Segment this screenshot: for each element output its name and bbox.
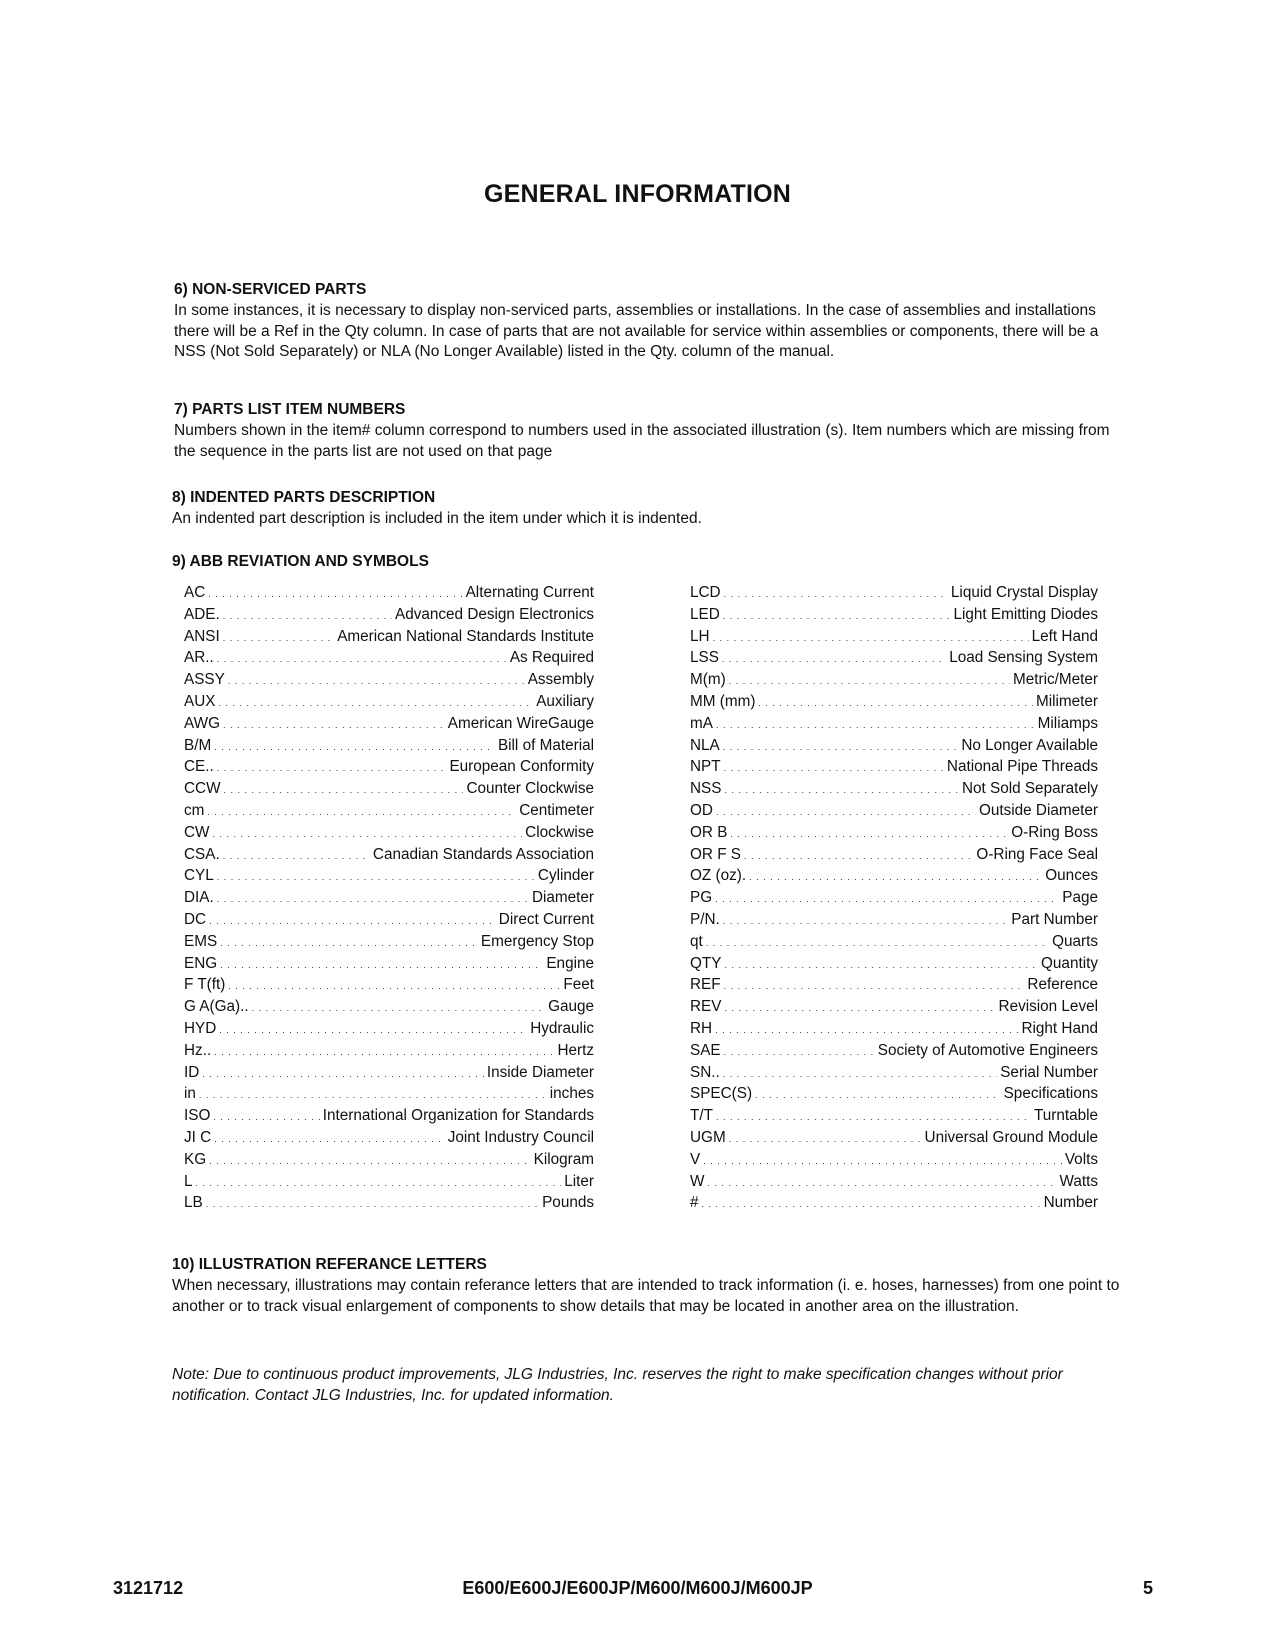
abbreviation: HYD	[184, 1019, 217, 1037]
abbreviation-row	[184, 1173, 594, 1195]
abbreviation-row	[690, 976, 1098, 998]
abbreviation-meaning: Quarts	[1052, 932, 1098, 950]
abbreviation-row	[184, 976, 594, 998]
abbreviation-row	[690, 715, 1098, 737]
abbreviation-row	[690, 1129, 1098, 1151]
abbreviation: ISO	[184, 1107, 211, 1125]
abbreviation-meaning: Not Sold Separately	[961, 780, 1098, 798]
dot-leader	[722, 654, 946, 664]
abbreviation: OD	[690, 801, 713, 819]
dot-leader	[196, 1178, 562, 1188]
abbreviation: F T(ft)	[184, 976, 226, 994]
abbreviation: Hz..	[184, 1041, 212, 1059]
dot-leader	[724, 763, 944, 773]
dot-leader	[724, 1047, 875, 1057]
abbreviation-row	[690, 955, 1098, 977]
abbreviation-list-right	[690, 584, 1098, 1216]
dot-leader	[209, 916, 496, 926]
abbreviation-row	[690, 1194, 1098, 1216]
abbreviation: DIA.	[184, 889, 214, 907]
dot-leader	[755, 1090, 1001, 1100]
abbreviation-row	[184, 758, 594, 780]
abbreviation: M(m)	[690, 671, 726, 689]
abbreviation-row	[690, 824, 1098, 846]
dot-leader	[758, 698, 1033, 708]
abbreviation: RH	[690, 1019, 713, 1037]
abbreviation-meaning: Inside Diameter	[486, 1063, 594, 1081]
footer-document-number: 3121712	[113, 1578, 184, 1598]
abbreviation-row	[184, 584, 594, 606]
dot-leader	[206, 1199, 539, 1209]
abbreviation: REF	[690, 976, 721, 994]
abbreviation-row	[690, 867, 1098, 889]
dot-leader	[220, 938, 478, 948]
abbreviation: CW	[184, 823, 210, 841]
abbreviation-row	[690, 628, 1098, 650]
dot-leader	[224, 785, 464, 795]
abbreviation: P/N.	[690, 910, 720, 928]
abbreviation-row	[690, 693, 1098, 715]
abbreviation: NSS	[690, 780, 722, 798]
abbreviation-row	[690, 889, 1098, 911]
dot-leader	[713, 633, 1029, 643]
abbreviation-meaning: Kilogram	[533, 1150, 594, 1168]
abbreviation: B/M	[184, 736, 212, 754]
abbreviation: LCD	[690, 584, 721, 601]
abbreviation-meaning: Load Sensing System	[949, 649, 1098, 667]
dot-leader	[228, 676, 525, 686]
abbreviation: QTY	[690, 954, 722, 972]
section-body: When necessary, illustrations may contain referance letters that are intended to track information (i. e. hoses, harnesses) from one point to another or to track visual enlargement of components to show details that may be located in another area on the illustration.	[172, 1276, 1120, 1315]
abbreviation-row	[690, 1107, 1098, 1129]
section-non-serviced-parts	[174, 280, 1134, 363]
note	[172, 1365, 1132, 1407]
section-body: An indented part description is included in the item under which it is indented.	[172, 509, 702, 527]
abbreviation-meaning: Page	[1062, 889, 1098, 907]
abbreviation: PG	[690, 889, 713, 907]
abbreviation-list-left	[184, 584, 594, 1216]
abbreviation-meaning: Joint Industry Council	[447, 1128, 594, 1146]
abbreviation-meaning: Bill of Material	[497, 736, 594, 754]
abbreviation: CCW	[184, 780, 221, 798]
abbreviation: EMS	[184, 932, 218, 950]
abbreviation: SPEC(S)	[690, 1085, 753, 1103]
abbreviation-meaning: Reference	[1027, 976, 1098, 994]
dot-leader	[707, 1178, 1056, 1188]
abbreviation-meaning: Ounces	[1045, 867, 1098, 885]
abbreviation-row	[184, 911, 594, 933]
abbreviation-meaning: Number	[1043, 1194, 1098, 1212]
abbreviation-row	[184, 1107, 594, 1129]
abbreviation-row	[184, 693, 594, 715]
dot-leader	[218, 698, 533, 708]
abbreviation-row	[184, 955, 594, 977]
abbreviation-row	[184, 1042, 594, 1064]
abbreviation-meaning: Assembly	[527, 671, 594, 689]
abbreviation-row	[690, 780, 1098, 802]
abbreviation-row	[690, 1064, 1098, 1086]
abbreviation-row	[690, 802, 1098, 824]
dot-leader	[729, 676, 1010, 686]
abbreviation-meaning: Gauge	[548, 998, 594, 1016]
abbreviation-meaning: Left Hand	[1031, 627, 1098, 645]
abbreviation: CSA.	[184, 845, 220, 863]
abbreviation-row	[690, 1173, 1098, 1195]
dot-leader	[202, 1069, 484, 1079]
dot-leader	[749, 872, 1042, 882]
abbreviation: V	[690, 1150, 701, 1168]
abbreviation-row	[184, 606, 594, 628]
abbreviation-row	[690, 649, 1098, 671]
abbreviation-meaning: Advanced Design Electronics	[395, 605, 594, 623]
dot-leader	[703, 1156, 1062, 1166]
section-indented-parts-description	[172, 488, 1132, 530]
section-parts-list-item-numbers	[174, 400, 1134, 462]
dot-leader	[217, 894, 529, 904]
abbreviation: LED	[690, 605, 720, 623]
abbreviation-meaning: National Pipe Threads	[946, 758, 1098, 776]
dot-leader	[207, 807, 516, 817]
abbreviation-row	[184, 824, 594, 846]
abbreviation-meaning: Hertz	[557, 1041, 594, 1059]
abbreviation-meaning: International Organization for Standards	[322, 1107, 594, 1125]
abbreviation-meaning: inches	[549, 1085, 594, 1103]
abbreviation-meaning: Watts	[1059, 1172, 1098, 1190]
abbreviation-meaning: Volts	[1064, 1150, 1098, 1168]
abbreviation-row	[184, 671, 594, 693]
abbreviation: AWG	[184, 714, 220, 732]
abbreviation-meaning: Part Number	[1011, 910, 1098, 928]
abbreviation-row	[184, 1151, 594, 1173]
abbreviation-row	[690, 671, 1098, 693]
abbreviation: W	[690, 1172, 705, 1190]
dot-leader	[223, 851, 370, 861]
abbreviation: NLA	[690, 736, 720, 754]
abbreviation: ASSY	[184, 671, 225, 689]
section-heading: 7) PARTS LIST ITEM NUMBERS	[174, 401, 406, 418]
abbreviation: T/T	[690, 1107, 713, 1125]
dot-leader	[723, 742, 959, 752]
abbreviation-row	[184, 889, 594, 911]
abbreviation-meaning: Cylinder	[537, 867, 594, 885]
abbreviation-meaning: Quantity	[1041, 954, 1098, 972]
abbreviation-meaning: Canadian Standards Association	[372, 845, 594, 863]
abbreviation: LH	[690, 627, 710, 645]
abbreviation-row	[690, 1085, 1098, 1107]
abbreviation-meaning: Direct Current	[498, 910, 594, 928]
abbreviation-row	[184, 628, 594, 650]
abbreviation: ENG	[184, 954, 218, 972]
abbreviation: qt	[690, 932, 703, 950]
dot-leader	[724, 589, 948, 599]
abbreviation-meaning: Universal Ground Module	[924, 1128, 1098, 1146]
dot-leader	[723, 916, 1009, 926]
dot-leader	[217, 763, 447, 773]
dot-leader	[730, 829, 1008, 839]
dot-leader	[744, 851, 973, 861]
abbreviation-row	[184, 802, 594, 824]
dot-leader	[228, 981, 560, 991]
abbreviation-row	[184, 933, 594, 955]
abbreviation: SAE	[690, 1041, 721, 1059]
abbreviation-row	[690, 1151, 1098, 1173]
abbreviation: CE..	[184, 758, 214, 776]
abbreviation-meaning: Feet	[563, 976, 594, 994]
abbreviation-meaning: Milimeter	[1035, 692, 1098, 710]
dot-leader	[209, 1156, 531, 1166]
abbreviation: DC	[184, 910, 207, 928]
dot-leader	[724, 981, 1025, 991]
abbreviation-row	[690, 998, 1098, 1020]
abbreviation: UGM	[690, 1128, 726, 1146]
dot-leader	[208, 589, 462, 599]
dot-leader	[716, 720, 1035, 730]
abbreviation-meaning: Engine	[546, 954, 594, 972]
dot-leader	[724, 785, 958, 795]
abbreviation: AR..	[184, 649, 214, 667]
abbreviation-meaning: No Longer Available	[961, 736, 1098, 754]
dot-leader	[217, 872, 535, 882]
abbreviation-meaning: American WireGauge	[447, 714, 594, 732]
abbreviation-meaning: European Conformity	[449, 758, 594, 776]
abbreviation-row	[184, 1085, 594, 1107]
abbreviation-row	[690, 758, 1098, 780]
abbreviation-meaning: Miliamps	[1037, 714, 1098, 732]
abbreviation-row	[184, 649, 594, 671]
section-body: In some instances, it is necessary to display non-serviced parts, assemblies or installations. In the case of assemblies and installations there will be a Ref in the Qty column. In case of parts that are not available for service within assemblies or components, there will be a NSS (Not Sold Separately) or NLA (No Longer Available) listed in the Qty. column of the manual.	[174, 301, 1099, 361]
abbreviation-meaning: Specifications	[1003, 1085, 1098, 1103]
dot-leader	[220, 960, 543, 970]
dot-leader	[252, 1003, 545, 1013]
page-title: GENERAL INFORMATION	[483, 180, 792, 208]
abbreviation: G A(Ga)..	[184, 998, 249, 1016]
abbreviation: REV	[690, 998, 722, 1016]
abbreviation: L	[184, 1172, 193, 1190]
dot-leader	[724, 960, 1038, 970]
abbreviation: AUX	[184, 692, 216, 710]
abbreviation-row	[184, 1194, 594, 1216]
abbreviation-meaning: Metric/Meter	[1013, 671, 1098, 689]
abbreviation-row	[690, 846, 1098, 868]
abbreviation-meaning: Liter	[564, 1172, 594, 1190]
abbreviation: SN..	[690, 1063, 720, 1081]
dot-leader	[223, 611, 392, 621]
abbreviation-row	[690, 584, 1098, 606]
dot-leader	[723, 611, 951, 621]
abbreviation-meaning: Counter Clockwise	[466, 780, 594, 798]
dot-leader	[715, 1025, 1018, 1035]
footer-model-list: E600/E600J/E600JP/M600/M600J/M600JP	[462, 1578, 813, 1598]
dot-leader	[716, 1112, 1031, 1122]
abbreviation-meaning: Outside Diameter	[978, 801, 1098, 819]
abbreviation-meaning: Right Hand	[1021, 1019, 1098, 1037]
abbreviation-meaning: Society of Automotive Engineers	[877, 1041, 1098, 1059]
abbreviation-meaning: Turntable	[1033, 1107, 1098, 1125]
abbreviation: LB	[184, 1194, 203, 1212]
dot-leader	[214, 742, 495, 752]
dot-leader	[217, 654, 507, 664]
abbreviation-row	[690, 737, 1098, 759]
dot-leader	[716, 807, 976, 817]
abbreviation-meaning: O-Ring Face Seal	[976, 845, 1098, 863]
section-body: Numbers shown in the item# column correspond to numbers used in the associated illustration (s). Item numbers which are missing from the sequence in the parts list are not used on that page	[174, 421, 1110, 460]
abbreviation-meaning: O-Ring Boss	[1011, 823, 1098, 841]
abbreviation: AC	[184, 584, 206, 601]
abbreviation-meaning: Diameter	[531, 889, 594, 907]
abbreviation-row	[184, 1064, 594, 1086]
abbreviation: KG	[184, 1150, 207, 1168]
abbreviation-meaning: Centimeter	[519, 801, 594, 819]
dot-leader	[199, 1090, 547, 1100]
abbreviation-meaning: Liquid Crystal Display	[950, 584, 1098, 601]
abbreviation-meaning: Hydraulic	[530, 1019, 594, 1037]
abbreviation-meaning: As Required	[509, 649, 594, 667]
abbreviation-row	[184, 715, 594, 737]
abbreviation: ID	[184, 1063, 200, 1081]
abbreviation: mA	[690, 714, 713, 732]
abbreviation-row	[690, 1020, 1098, 1042]
note-text: Note: Due to continuous product improvements, JLG Industries, Inc. reserves the right to make specification changes without prior notification. Contact JLG Industries, Inc. for updated information.	[172, 1366, 1063, 1404]
abbreviation-row	[184, 867, 594, 889]
dot-leader	[223, 720, 445, 730]
dot-leader	[715, 894, 1059, 904]
abbreviation-meaning: Clockwise	[525, 823, 594, 841]
dot-leader	[724, 1003, 995, 1013]
abbreviation: ADE.	[184, 605, 220, 623]
abbreviation-meaning: Pounds	[542, 1194, 594, 1212]
abbreviation-row	[184, 998, 594, 1020]
dot-leader	[702, 1199, 1041, 1209]
dot-leader	[213, 1112, 319, 1122]
abbreviation-row	[184, 1020, 594, 1042]
section-heading: 9) ABB REVIATION AND SYMBOLS	[172, 553, 429, 570]
dot-leader	[219, 1025, 527, 1035]
abbreviation-meaning: Alternating Current	[465, 584, 594, 601]
abbreviation: OR F S	[690, 845, 741, 863]
abbreviation: MM (mm)	[690, 692, 756, 710]
abbreviation-meaning: Serial Number	[1000, 1063, 1098, 1081]
abbreviation-meaning: Revision Level	[998, 998, 1098, 1016]
abbreviation: ANSI	[184, 627, 220, 645]
abbreviation: cm	[184, 801, 205, 819]
section-abbreviations	[172, 552, 1132, 573]
abbreviation-meaning: American National Standards Institute	[337, 627, 594, 645]
dot-leader	[706, 938, 1049, 948]
abbreviation: #	[690, 1194, 699, 1212]
abbreviation-row	[184, 846, 594, 868]
dot-leader	[223, 633, 335, 643]
dot-leader	[213, 829, 523, 839]
abbreviation: NPT	[690, 758, 721, 776]
abbreviation-row	[184, 1129, 594, 1151]
section-illustration-reference-letters	[172, 1255, 1132, 1317]
dot-leader	[214, 1134, 445, 1144]
abbreviation-row	[690, 911, 1098, 933]
section-heading: 6) NON-SERVICED PARTS	[174, 281, 367, 298]
abbreviation: in	[184, 1085, 196, 1103]
dot-leader	[729, 1134, 922, 1144]
abbreviation: LSS	[690, 649, 719, 667]
abbreviation: CYL	[184, 867, 214, 885]
abbreviation-meaning: Light Emitting Diodes	[953, 605, 1098, 623]
section-heading: 10) ILLUSTRATION REFERANCE LETTERS	[172, 1256, 487, 1273]
abbreviation: JI C	[184, 1128, 212, 1146]
abbreviation: OR B	[690, 823, 728, 841]
dot-leader	[214, 1047, 554, 1057]
abbreviation-row	[690, 1042, 1098, 1064]
footer-page-number: 5	[1142, 1578, 1153, 1598]
abbreviation-row	[690, 606, 1098, 628]
abbreviation: OZ (oz).	[690, 867, 747, 885]
abbreviation-row	[690, 933, 1098, 955]
abbreviation-meaning: Emergency Stop	[480, 932, 594, 950]
dot-leader	[723, 1069, 997, 1079]
abbreviation-meaning: Auxiliary	[536, 692, 594, 710]
abbreviation-row	[184, 737, 594, 759]
abbreviation-row	[184, 780, 594, 802]
section-heading: 8) INDENTED PARTS DESCRIPTION	[172, 489, 436, 506]
